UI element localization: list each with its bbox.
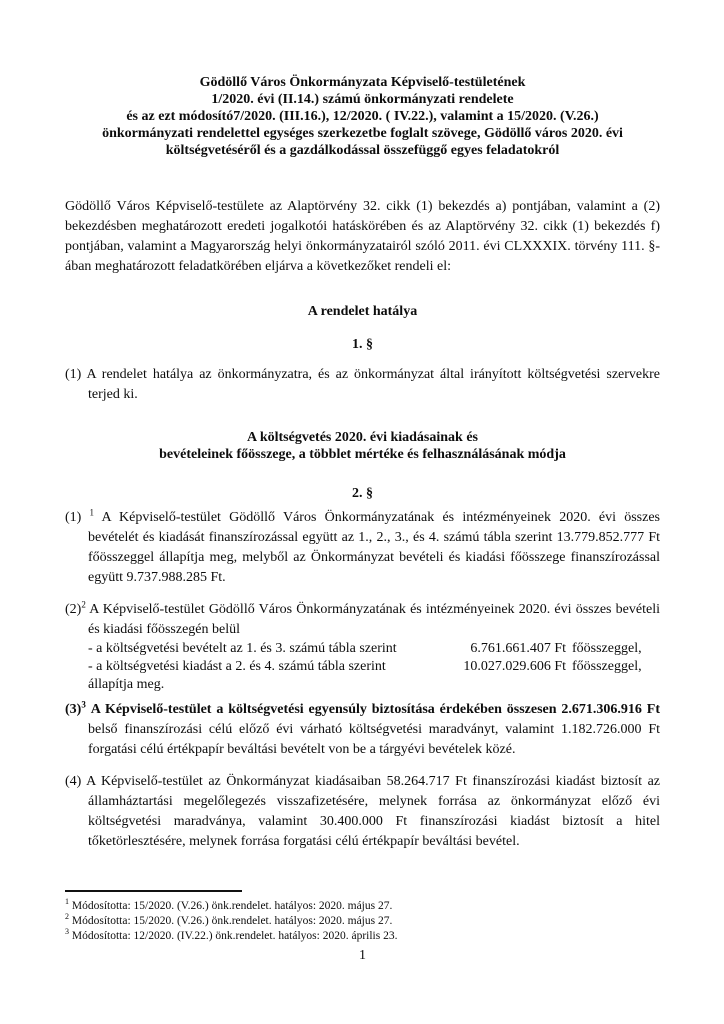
title-line-5: költségvetéséről és a gazdálkodással összefüggő egyes feladatokról [165, 143, 560, 158]
intro-paragraph: Gödöllő Város Képviselő-testülete az Alaptörvény 32. cikk (1) bekezdés a) pontjában, valamint a (2) bekezdésben meghatározott eredeti jogalkotói hatáskörében és az Alaptörvény 32. cikk (1) bekezdés f) pontjában, valamint a Magyarország helyi önkormányzatairól szóló 2011. évi CLXXXIX. törvény 111. §-ában meghatározott feladatkörében eljárva a következőket rendeli el: [65, 199, 660, 274]
footnote-3 [65, 929, 660, 944]
section2-sign: 2. § [352, 486, 373, 501]
footnote-number: 2 [65, 912, 69, 922]
footnote-text: Módosította: 12/2020. (IV.22.) önk.rendelet. hatályos: 2020. április 23. [71, 930, 398, 942]
title-line-4: önkormányzati rendelettel egységes szerkezetbe foglalt szövege, Gödöllő város 2020. évi [102, 126, 623, 141]
paragraph-text-bold: A Képviselő-testület a költségvetési egyensúly biztosítása érdekében összesen 2.671.306.916 Ft [90, 702, 660, 717]
section2-heading [65, 429, 660, 463]
section1-paragraph-1 [65, 365, 660, 405]
paragraph-text: A rendelet hatálya az önkormányzatra, és az önkormányzat által irányított költségvetési szervekre terjed ki. [86, 367, 661, 402]
footnote-ref-3: 3 [81, 699, 86, 710]
footnote-ref-2: 2 [81, 599, 86, 610]
section2-paragraph-2 [65, 600, 660, 694]
footnote-number: 1 [65, 897, 69, 907]
footnote-ref-1: 1 [89, 507, 95, 518]
section2-paragraph-3 [65, 700, 660, 760]
document-title [65, 74, 660, 159]
section1-sign: 1. § [352, 337, 373, 352]
budget-revenue-row [65, 640, 660, 658]
paragraph-number: (3) [65, 702, 82, 717]
section2-paragraph-4 [65, 772, 660, 852]
paragraph-text: belső finanszírozási célú előző évi várható költségvetési maradványt, valamint 1.182.726.000 Ft forgatási célú értékpapír beváltási bevételt von be a tárgyévi bevételek közé. [88, 722, 660, 757]
title-line-2: 1/2020. évi (II.14.) számú önkormányzati rendelete [211, 92, 514, 107]
paragraph-lead [65, 600, 660, 640]
row-suffix: főösszeggel, [572, 659, 642, 674]
title-line-3: és az ezt módosító7/2020. (III.16.), 12/2020. ( IV.22.), valamint a 15/2020. (V.26.) [126, 109, 599, 124]
section1-heading: A rendelet hatálya [307, 304, 418, 319]
footnote-1 [65, 899, 660, 914]
section2-heading-line-1: A költségvetés 2020. évi kiadásainak és [246, 430, 478, 445]
paragraph-text: A Képviselő-testület az Önkormányzat kiadásaiban 58.264.717 Ft finanszírozási kiadást biztosít az államháztartási megelőlegezés visszafizetésére, melynek forrása az önkormányzat előző évi költségvetési maradványa, valamint 30.400.000 Ft finanszírozási kiadást biztosít a hitel tőketörlesztésére, melynek forrása forgatási célú értékpapír beváltási bevétel. [86, 774, 660, 849]
page-number: 1 [359, 948, 366, 963]
row-suffix: főösszeggel, [572, 641, 642, 656]
footnote-text: Módosította: 15/2020. (V.26.) önk.rendelet. hatályos: 2020. május 27. [71, 915, 393, 927]
paragraph-text: A Képviselő-testület Gödöllő Város Önkormányzatának és intézményeinek 2020. évi összes bevételi és kiadási főösszegén belül [88, 602, 660, 637]
paragraph-tail: állapítja meg. [88, 677, 165, 692]
title-line-1: Gödöllő Város Önkormányzata Képviselő-testületének [199, 75, 526, 90]
paragraph-text: A Képviselő-testület Gödöllő Város Önkormányzatának és intézményeinek 2020. évi összes bevételét és kiadását finanszírozással együtt az 1., 2., 3., és 4. számú tábla szerint 13.779.852.777 Ft főösszeggel állapítja meg, melyből az Önkormányzat bevételi és kiadási főösszege finanszírozással együtt 9.737.988.285 Ft. [88, 510, 661, 585]
footnote-separator [65, 890, 242, 892]
footnote-text: Módosította: 15/2020. (V.26.) önk.rendelet. hatályos: 2020. május 27. [71, 900, 393, 912]
budget-expense-row [65, 658, 660, 676]
footnote-number: 3 [65, 927, 69, 937]
revenue-amount: 6.761.661.407 Ft [470, 641, 566, 656]
section2-heading-line-2: bevételeinek főösszege, a többlet mértéke és felhasználásának módja [159, 447, 566, 462]
paragraph-number: (2) [65, 602, 82, 617]
row-label: - a költségvetési bevételt az 1. és 3. számú tábla szerint [88, 641, 397, 656]
paragraph-number: (1) [65, 367, 82, 382]
footnote-2 [65, 914, 660, 929]
footnotes-section [65, 890, 660, 964]
paragraph-number: (4) [65, 774, 82, 789]
expense-amount: 10.027.029.606 Ft [463, 659, 566, 674]
row-label: - a költségvetési kiadást a 2. és 4. számú tábla szerint [88, 659, 386, 674]
section2-paragraph-1 [65, 508, 660, 588]
paragraph-number: (1) [65, 510, 82, 525]
